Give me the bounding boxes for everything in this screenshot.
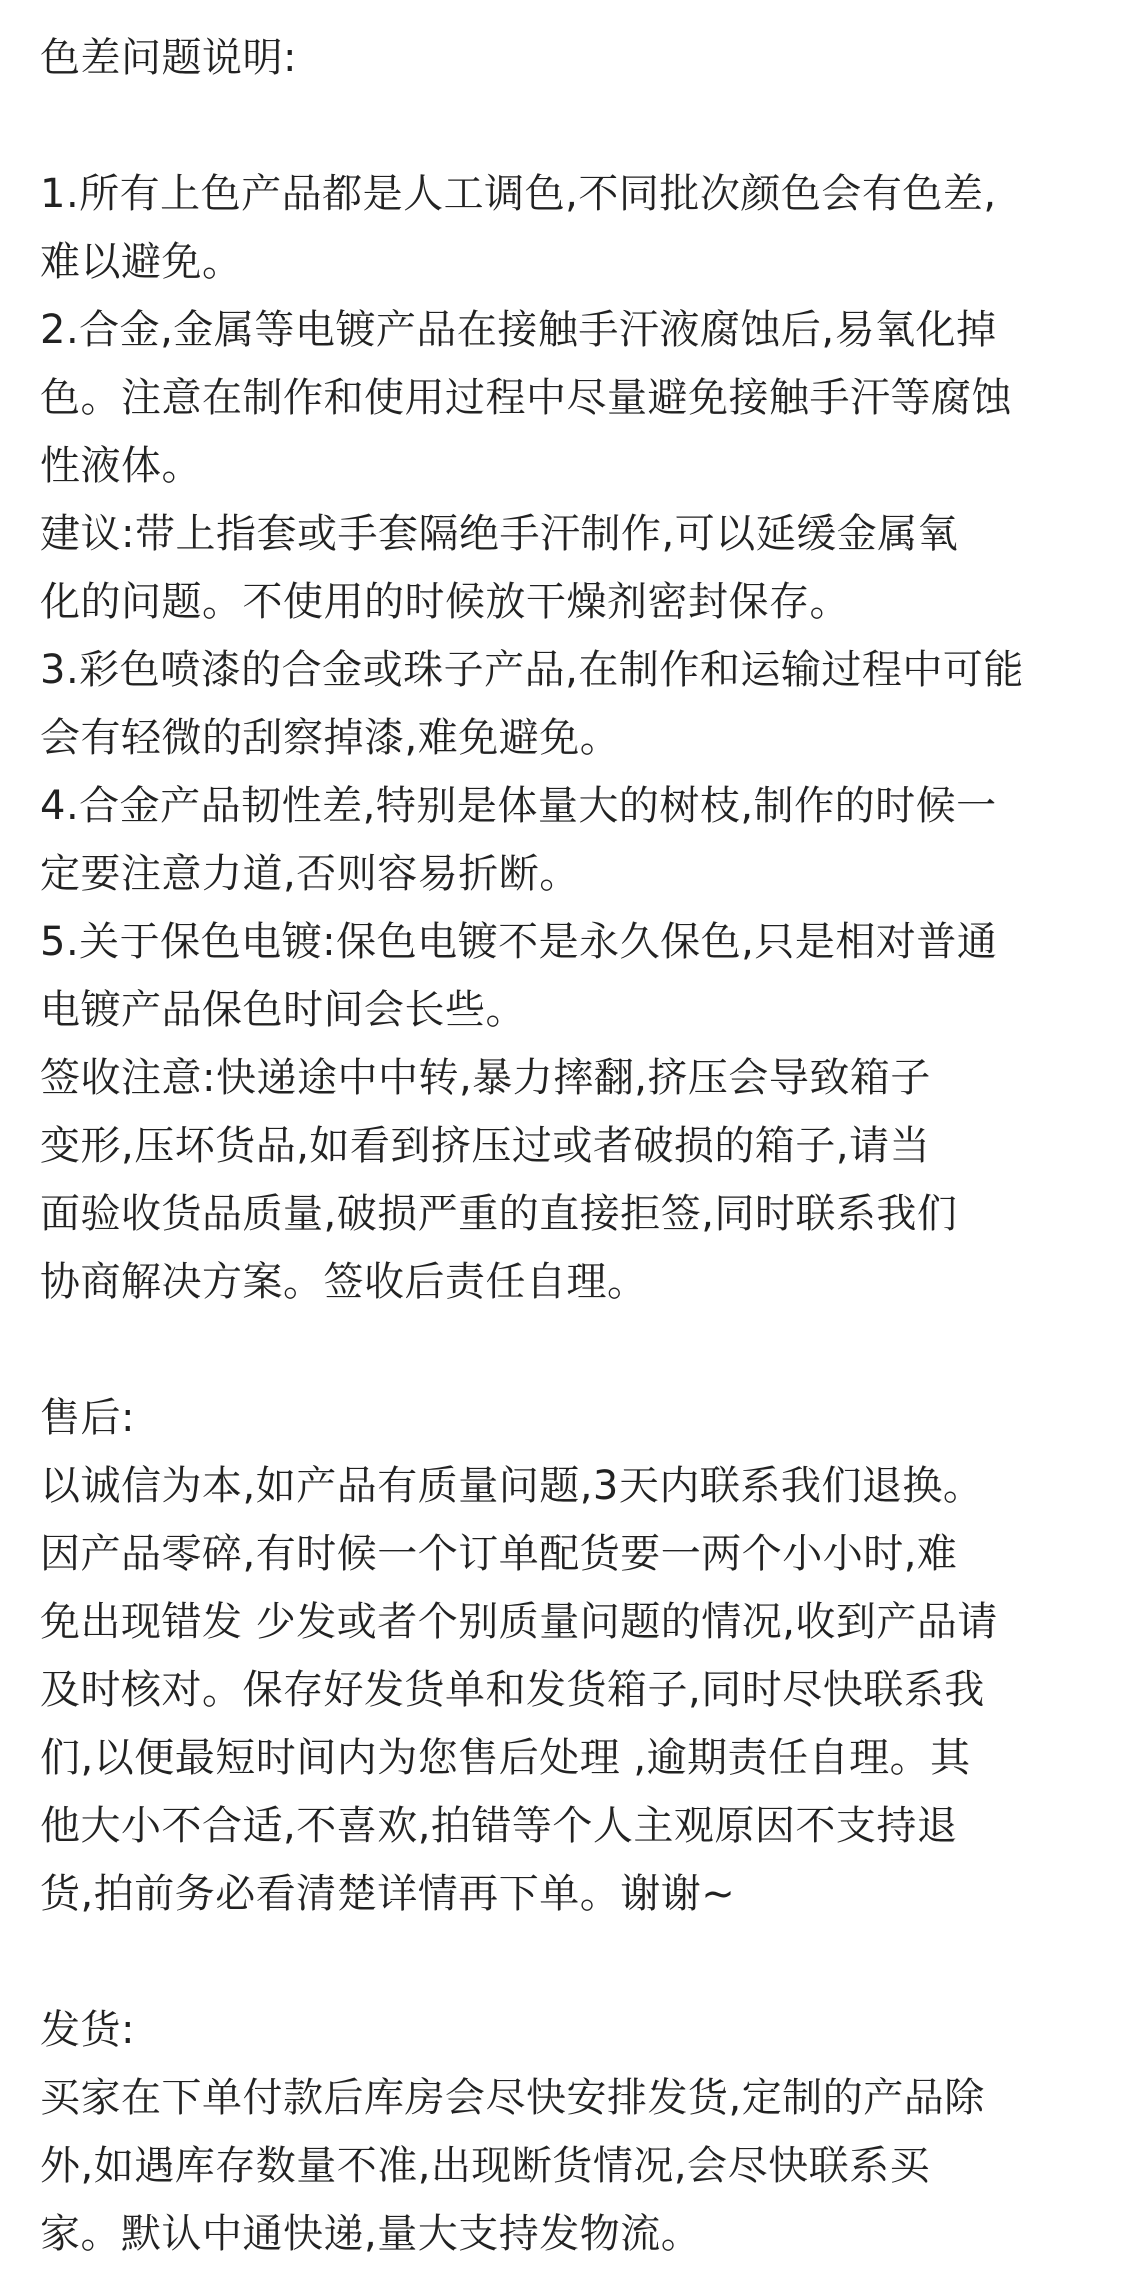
color-notice-line: 会有轻微的刮察掉漆,难免避免。 bbox=[40, 715, 621, 761]
after-sales-line: 因产品零碎,有时候一个订单配货要一两个小小时,难 bbox=[40, 1531, 958, 1577]
color-notice-line: 协商解决方案。签收后责任自理。 bbox=[40, 1259, 648, 1305]
color-notice-line: 建议:带上指套或手套隔绝手汗制作,可以延缓金属氧 bbox=[40, 511, 959, 557]
after-sales-line: 们,以便最短时间内为您售后处理 ,逾期责任自理。其 bbox=[40, 1735, 971, 1781]
spacer bbox=[40, 1928, 1085, 1996]
after-sales-heading: 售后: bbox=[40, 1395, 135, 1441]
color-notice-line: 4.合金产品韧性差,特别是体量大的树枝,制作的时候一 bbox=[40, 783, 997, 829]
color-notice-line: 签收注意:快递途中中转,暴力摔翻,挤压会导致箱子 bbox=[40, 1055, 931, 1101]
after-sales-line: 货,拍前务必看清楚详情再下单。谢谢~ bbox=[40, 1871, 736, 1917]
shipping-heading: 发货: bbox=[40, 2007, 135, 2053]
color-notice-line: 变形,压坏货品,如看到挤压过或者破损的箱子,请当 bbox=[40, 1123, 931, 1169]
color-notice-line: 难以避免。 bbox=[40, 239, 243, 285]
color-notice-line: 电镀产品保色时间会长些。 bbox=[40, 987, 526, 1033]
color-notice-line: 2.合金,金属等电镀产品在接触手汗液腐蚀后,易氧化掉 bbox=[40, 307, 997, 353]
spacer bbox=[40, 1316, 1085, 1384]
color-notice-line: 定要注意力道,否则容易折断。 bbox=[40, 851, 580, 897]
color-notice-line: 面验收货品质量,破损严重的直接拒签,同时联系我们 bbox=[40, 1191, 958, 1237]
color-notice-line: 化的问题。不使用的时候放干燥剂密封保存。 bbox=[40, 579, 850, 625]
color-notice-heading: 色差问题说明: bbox=[40, 35, 297, 81]
color-notice-section bbox=[40, 24, 1085, 1316]
shipping-line: 买家在下单付款后库房会尽快安排发货,定制的产品除 bbox=[40, 2075, 985, 2121]
spacer bbox=[40, 92, 1085, 160]
color-notice-line: 色。注意在制作和使用过程中尽量避免接触手汗等腐蚀 bbox=[40, 375, 1012, 421]
color-notice-line: 1.所有上色产品都是人工调色,不同批次颜色会有色差, bbox=[40, 171, 997, 217]
after-sales-line: 他大小不合适,不喜欢,拍错等个人主观原因不支持退 bbox=[40, 1803, 958, 1849]
color-notice-line: 5.关于保色电镀:保色电镀不是永久保色,只是相对普通 bbox=[40, 919, 998, 965]
after-sales-line: 免出现错发 少发或者个别质量问题的情况,收到产品请 bbox=[40, 1599, 998, 1645]
shipping-line: 家。默认中通快递,量大支持发物流。 bbox=[40, 2211, 702, 2257]
color-notice-line: 性液体。 bbox=[40, 443, 202, 489]
shipping-line: 外,如遇库存数量不准,出现断货情况,会尽快联系买 bbox=[40, 2143, 931, 2189]
shipping-section bbox=[40, 1996, 1085, 2268]
color-notice-line: 3.彩色喷漆的合金或珠子产品,在制作和运输过程中可能 bbox=[40, 647, 1024, 693]
after-sales-line: 以诚信为本,如产品有质量问题,3天内联系我们退换。 bbox=[40, 1463, 984, 1509]
after-sales-line: 及时核对。保存好发货单和发货箱子,同时尽快联系我 bbox=[40, 1667, 985, 1713]
after-sales-section bbox=[40, 1384, 1085, 1928]
